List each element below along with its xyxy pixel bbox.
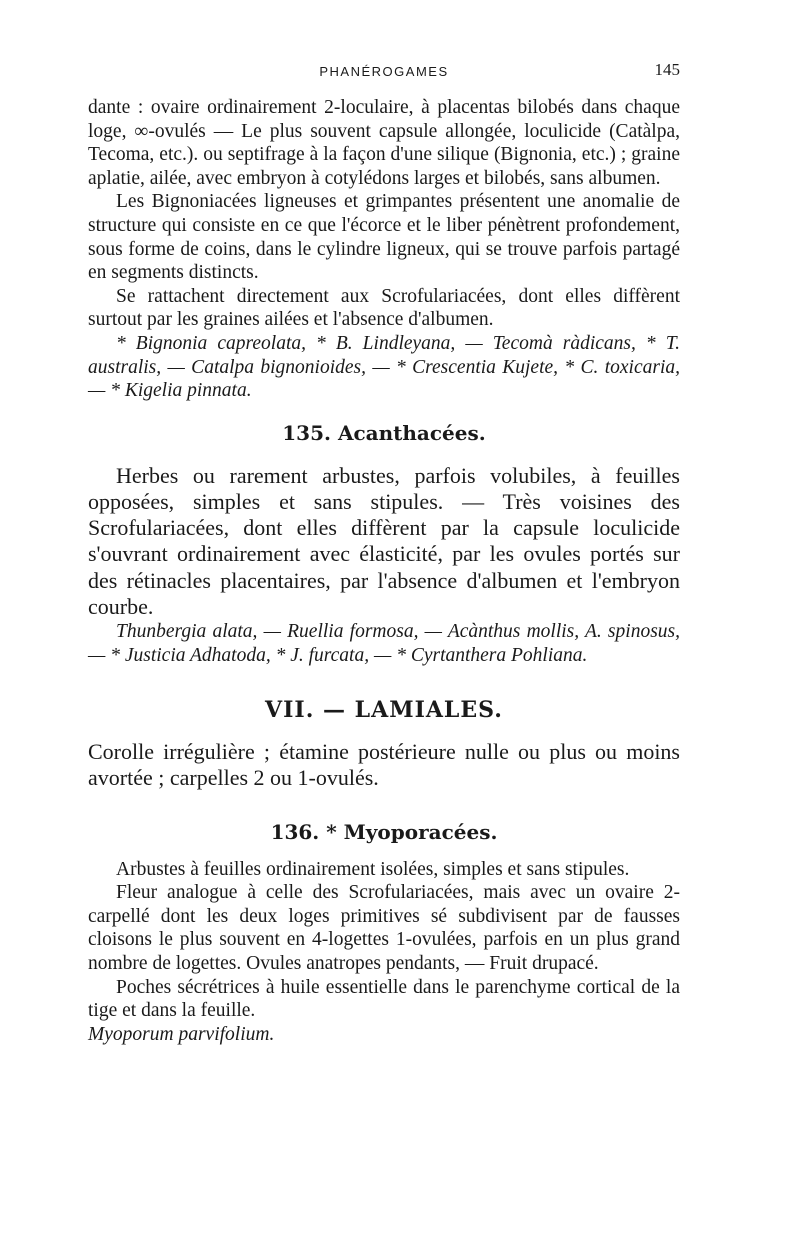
bignoniacees-paragraph-1: dante : ovaire ordinairement 2-loculaire, à placentas bilobés dans chaque loge, ∞-ovulés — Le plus souvent capsule allongée, loculicide (Catàlpa, Tecoma, etc.). ou septifrage à la façon d'une silique (Bignonia, etc.) ; graine aplatie, ailée, avec embryon à cotylédons larges et bilobés, sans albumen.	[88, 97, 680, 189]
acanthacees-paragraph: Herbes ou rarement arbustes, parfois volubiles, à feuilles opposées, simples et sans stipules. — Très voisines des Scrofulariacées, dont elles diffèrent par la capsule loculicide s'ouvrant ordinairement avec élasticité, par les ovules portés sur des rétinacles placentaires, par l'absence d'albumen et l'embryon courbe.	[88, 462, 680, 619]
bignoniacees-paragraph-3: Se rattachent directement aux Scrofulariacées, dont elles diffèrent surtout par les graines ailées et l'absence d'albumen.	[88, 285, 680, 331]
page-number: 145	[654, 60, 680, 79]
section-heading-lamiales: VII. — LAMIALES.	[265, 697, 503, 724]
myoporacees-paragraph-3: Poches sécrétrices à huile essentielle dans le parenchyme cortical de la tige et dans la feuille.	[88, 976, 680, 1022]
lamiales-paragraph: Corolle irrégulière ; étamine postérieure nulle ou plus ou moins avortée ; carpelles 2 ou 1-ovulés.	[88, 739, 680, 791]
page-header	[88, 58, 680, 88]
running-title: PHANÉROGAMES	[319, 64, 449, 79]
bignoniacees-paragraph-2: Les Bignoniacées ligneuses et grimpantes présentent une anomalie de structure qui consiste en ce que l'écorce et le liber pénètrent profondement, sous forme de coins, dans le cylindre ligneux, qui se trouve parfois partagé en segments distincts.	[88, 191, 680, 284]
section-heading-135: 135. Acanthacées.	[282, 420, 486, 445]
book-page	[88, 58, 680, 1046]
myoporacees-paragraph-1: Arbustes à feuilles ordinairement isolées, simples et sans stipules.	[116, 858, 630, 880]
bignoniacees-species-list: * Bignonia capreolata, * B. Lindleyana, — Tecomà ràdicans, * T. australis, — Catalpa bignonioides, — * Crescentia Kujete, * C. toxicaria, — * Kigelia pinnata.	[88, 332, 680, 402]
acanthacees-species-list: Thunbergia alata, — Ruellia formosa, — Acànthus mollis, A. spinosus, — * Justicia Adhatoda, * J. furcata, — * Cyrtanthera Pohliana.	[88, 620, 680, 666]
myoporacees-paragraph-2: Fleur analogue à celle des Scrofulariacées, mais avec un ovaire 2-carpellé dont les deux loges primitives sé subdivisent par de fausses cloisons le plus souvent en 4-logettes 1-ovulées, parfois en un plus grand nombre de logettes. Ovules anatropes pendants, — Fruit drupacé.	[88, 882, 680, 974]
section-heading-136: 136. * Myoporacées.	[270, 819, 498, 844]
myoporacees-species: Myoporum parvifolium.	[88, 1023, 275, 1045]
